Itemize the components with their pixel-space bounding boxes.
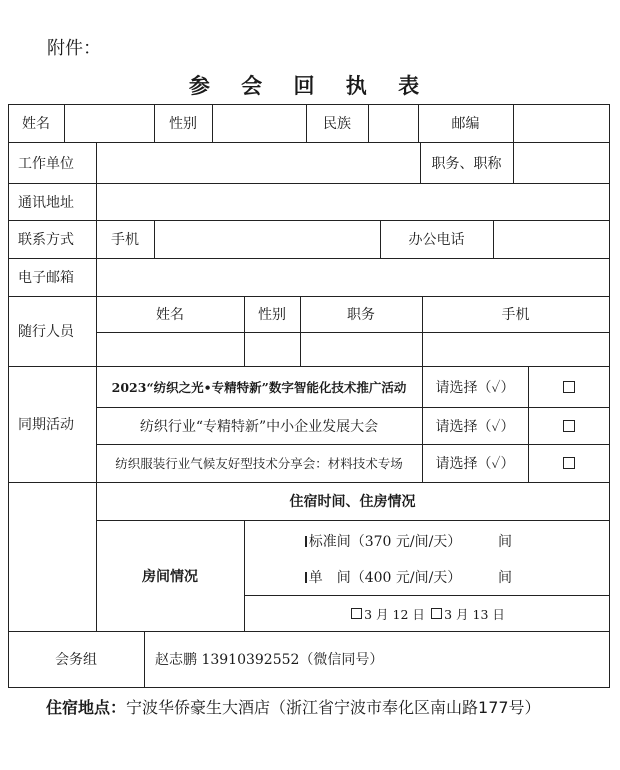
checkbox-icon [305,572,307,583]
single-room-option[interactable] [308,560,462,594]
activity-select-prompt: 请选择（✓） [435,379,515,396]
companion-position-field[interactable] [301,333,422,366]
position-field[interactable] [514,142,609,183]
work-unit-field[interactable] [97,142,420,183]
companion-gender-field[interactable] [245,333,300,366]
companion-position-header: 职务 [347,307,375,323]
ethnicity-label: 民族 [323,116,351,132]
companion-name-field[interactable] [97,333,244,366]
date-option-1[interactable] [348,596,428,631]
date-label-2: 3 月 13 日 [444,606,505,622]
form-title: 参 会 回 执 表 [188,73,432,98]
col-divider [244,520,245,631]
room-label: 房间情况 [142,568,198,585]
lodging-header: 住宿时间、住房情况 [289,494,416,510]
checkbox-icon [563,381,575,393]
conference-group-contact: 赵志鹏 13910392552（微信同号） [155,652,384,668]
address-field[interactable] [97,183,609,220]
activity-name: 纺织服装行业气候友好型技术分享会：材料技术专场 [115,456,403,471]
email-label: 电子邮箱 [18,270,74,286]
activity-name: 2023“纺织之光•专精特新”数字智能化技术推广活动 [111,379,407,395]
postcode-label: 邮编 [451,116,480,132]
ethnicity-field[interactable] [369,104,418,142]
activity-checkbox[interactable] [528,407,609,444]
activity-select-prompt: 请选择（✓） [435,456,515,472]
receipt-form-table [8,104,610,688]
office-phone-label: 办公电话 [408,232,465,248]
name-field[interactable] [65,104,154,142]
checkbox-icon [305,536,307,547]
mobile-field[interactable] [155,220,380,258]
activities-label: 同期活动 [18,417,74,433]
lodging-location [46,695,541,718]
table-border-right [609,104,610,688]
companion-mobile-header: 手机 [501,307,530,323]
gender-field[interactable] [213,104,306,142]
activity-checkbox[interactable] [528,366,609,407]
gender-label: 性别 [169,116,197,132]
name-label: 姓名 [22,116,50,132]
lodging-location-label: 住宿地点： [46,698,127,717]
companions-label: 随行人员 [18,324,74,340]
office-phone-field[interactable] [494,220,609,258]
companion-mobile-field[interactable] [423,333,609,366]
standard-room-label: 标准间（370 元/间/天） [308,534,462,550]
position-label: 职务、职称 [431,155,502,172]
lodging-label-blank [8,482,96,631]
lodging-location-text: 宁波华侨豪生大酒店（浙江省宁波市奉化区南山路177号） [126,698,541,717]
activity-checkbox[interactable] [528,444,609,482]
checkbox-icon [563,420,575,432]
companion-name-header: 姓名 [156,307,184,323]
companion-gender-header: 性别 [258,307,286,323]
checkbox-icon [563,457,575,469]
date-option-2[interactable] [428,596,508,631]
date-label-1: 3 月 12 日 [364,606,425,622]
postcode-field[interactable] [514,104,609,142]
activity-name: 纺织行业“专精特新”中小企业发展大会 [139,418,379,435]
contact-label: 联系方式 [18,232,74,248]
activity-select-prompt: 请选择（✓） [435,418,515,435]
attachment-label: 附件： [47,38,101,59]
work-unit-label: 工作单位 [18,155,74,172]
table-border-bottom [8,687,610,688]
checkbox-icon [431,608,442,619]
single-room-unit: 间 [498,570,512,586]
mobile-label: 手机 [111,232,139,248]
address-label: 通讯地址 [18,194,74,211]
single-room-label: 单 间（400 元/间/天） [308,570,462,586]
conference-group-label: 会务组 [55,652,97,668]
email-field[interactable] [97,258,609,296]
standard-room-option[interactable] [308,524,462,558]
checkbox-icon [351,608,362,619]
standard-room-unit: 间 [498,534,512,550]
